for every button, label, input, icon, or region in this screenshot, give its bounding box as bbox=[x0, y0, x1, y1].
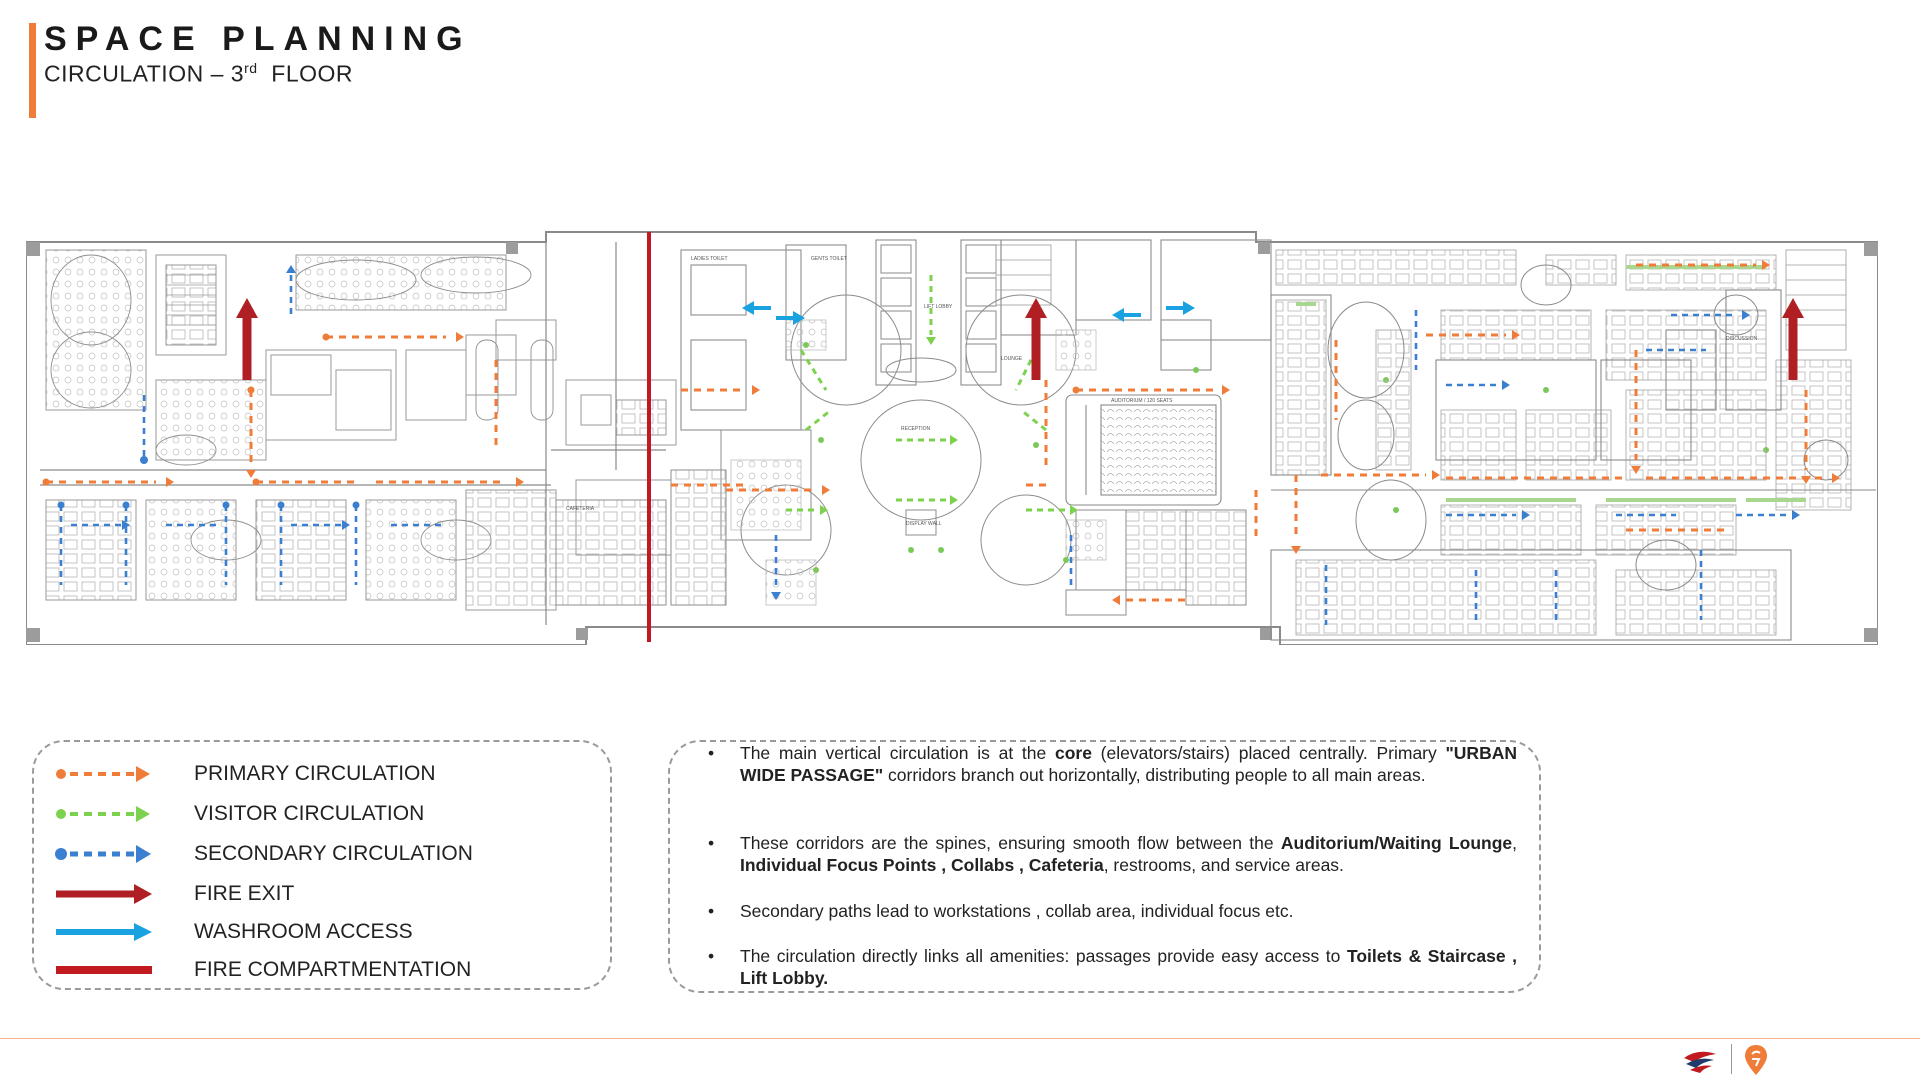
legend-label: PRIMARY CIRCULATION bbox=[194, 762, 436, 785]
fire-exit-arrow-icon bbox=[54, 882, 154, 906]
swiggy-logo-icon bbox=[1742, 1043, 1770, 1077]
floor-plan bbox=[26, 230, 1878, 645]
visitor-circulation bbox=[786, 275, 1066, 510]
label-auditorium: AUDITORIUM / 120 SEATS bbox=[1111, 398, 1173, 404]
note-4 bbox=[690, 945, 1517, 989]
auditorium bbox=[1066, 395, 1221, 505]
note-text: (elevators/stairs) placed centrally. Primary bbox=[1091, 743, 1446, 763]
notes-panel bbox=[668, 740, 1541, 993]
brand-logo-icon bbox=[1680, 1046, 1720, 1076]
legend-label: FIRE EXIT bbox=[194, 882, 295, 905]
note-text: corridors branch out horizontally, distributing people to all main areas. bbox=[883, 765, 1426, 785]
bullet-icon: • bbox=[708, 901, 715, 921]
header-accent-bar bbox=[29, 23, 36, 118]
legend-label: SECONDARY CIRCULATION bbox=[194, 842, 473, 865]
note-text: The circulation directly links all amenities: passages provide easy access to bbox=[740, 946, 1347, 966]
label-cafeteria: CAFETERIA bbox=[566, 506, 595, 512]
washroom-arrow-icon bbox=[54, 920, 154, 944]
subtitle-prefix: CIRCULATION – 3 bbox=[44, 60, 245, 87]
bullet-icon: • bbox=[708, 743, 715, 763]
footer-divider bbox=[0, 1038, 1920, 1039]
note-1 bbox=[690, 742, 1517, 786]
note-text: , bbox=[1512, 833, 1517, 853]
bullet-icon: • bbox=[708, 946, 715, 966]
legend-label: WASHROOM ACCESS bbox=[194, 920, 413, 943]
subtitle-sup: rd bbox=[244, 60, 258, 76]
note-text: These corridors are the spines, ensuring smooth flow between the bbox=[740, 833, 1281, 853]
legend-compartment bbox=[54, 955, 471, 985]
bullet-icon: • bbox=[708, 833, 715, 853]
note-bold: "URBAN WIDE PASSAGE" bbox=[740, 743, 1517, 785]
label-gents-toilet: GENTS TOILET bbox=[811, 256, 847, 262]
legend-label: VISITOR CIRCULATION bbox=[194, 802, 425, 825]
legend-panel bbox=[32, 740, 612, 990]
page-title: SPACE PLANNING bbox=[44, 20, 472, 58]
label-display-wall: DISPLAY WALL bbox=[906, 521, 942, 527]
logo-separator bbox=[1731, 1044, 1732, 1074]
label-discussion: DISCUSSION bbox=[1726, 336, 1758, 342]
legend-washroom bbox=[54, 917, 413, 947]
label-reception: RECEPTION bbox=[901, 426, 931, 432]
page-subtitle bbox=[44, 60, 353, 88]
note-bold: Auditorium/Waiting Lounge bbox=[1280, 833, 1513, 853]
label-lift-lobby: LIFT LOBBY bbox=[924, 304, 953, 310]
lounge-seating bbox=[731, 320, 1106, 605]
note-bold: core bbox=[1054, 743, 1092, 763]
subtitle-suffix: FLOOR bbox=[271, 60, 354, 87]
note-text: Secondary paths lead to workstations , collab area, individual focus etc. bbox=[740, 901, 1294, 921]
label-lounge: LOUNGE bbox=[1001, 356, 1023, 362]
legend-secondary bbox=[54, 839, 473, 869]
legend-fire-exit bbox=[54, 879, 294, 909]
secondary-circulation-icon bbox=[54, 842, 154, 866]
right-wing-workstations bbox=[1276, 250, 1851, 635]
note-bold: Individual Focus Points , Collabs , Cafeteria bbox=[740, 855, 1104, 875]
fire-compartment-line-icon bbox=[54, 958, 154, 982]
note-2 bbox=[690, 832, 1517, 876]
note-text: The main vertical circulation is at the bbox=[740, 743, 1055, 763]
note-3 bbox=[690, 900, 1517, 922]
core-rooms bbox=[681, 240, 1271, 430]
legend-primary bbox=[54, 759, 436, 789]
legend-label: FIRE COMPARTMENTATION bbox=[194, 958, 472, 981]
visitor-circulation-icon bbox=[54, 802, 154, 826]
legend-visitor bbox=[54, 799, 424, 829]
note-bold: Toilets & Staircase , Lift Lobby. bbox=[740, 946, 1517, 988]
note-text: , restrooms, and service areas. bbox=[1103, 855, 1344, 875]
label-ladies-toilet: LADIES TOILET bbox=[691, 256, 728, 262]
primary-circulation-icon bbox=[54, 762, 154, 786]
